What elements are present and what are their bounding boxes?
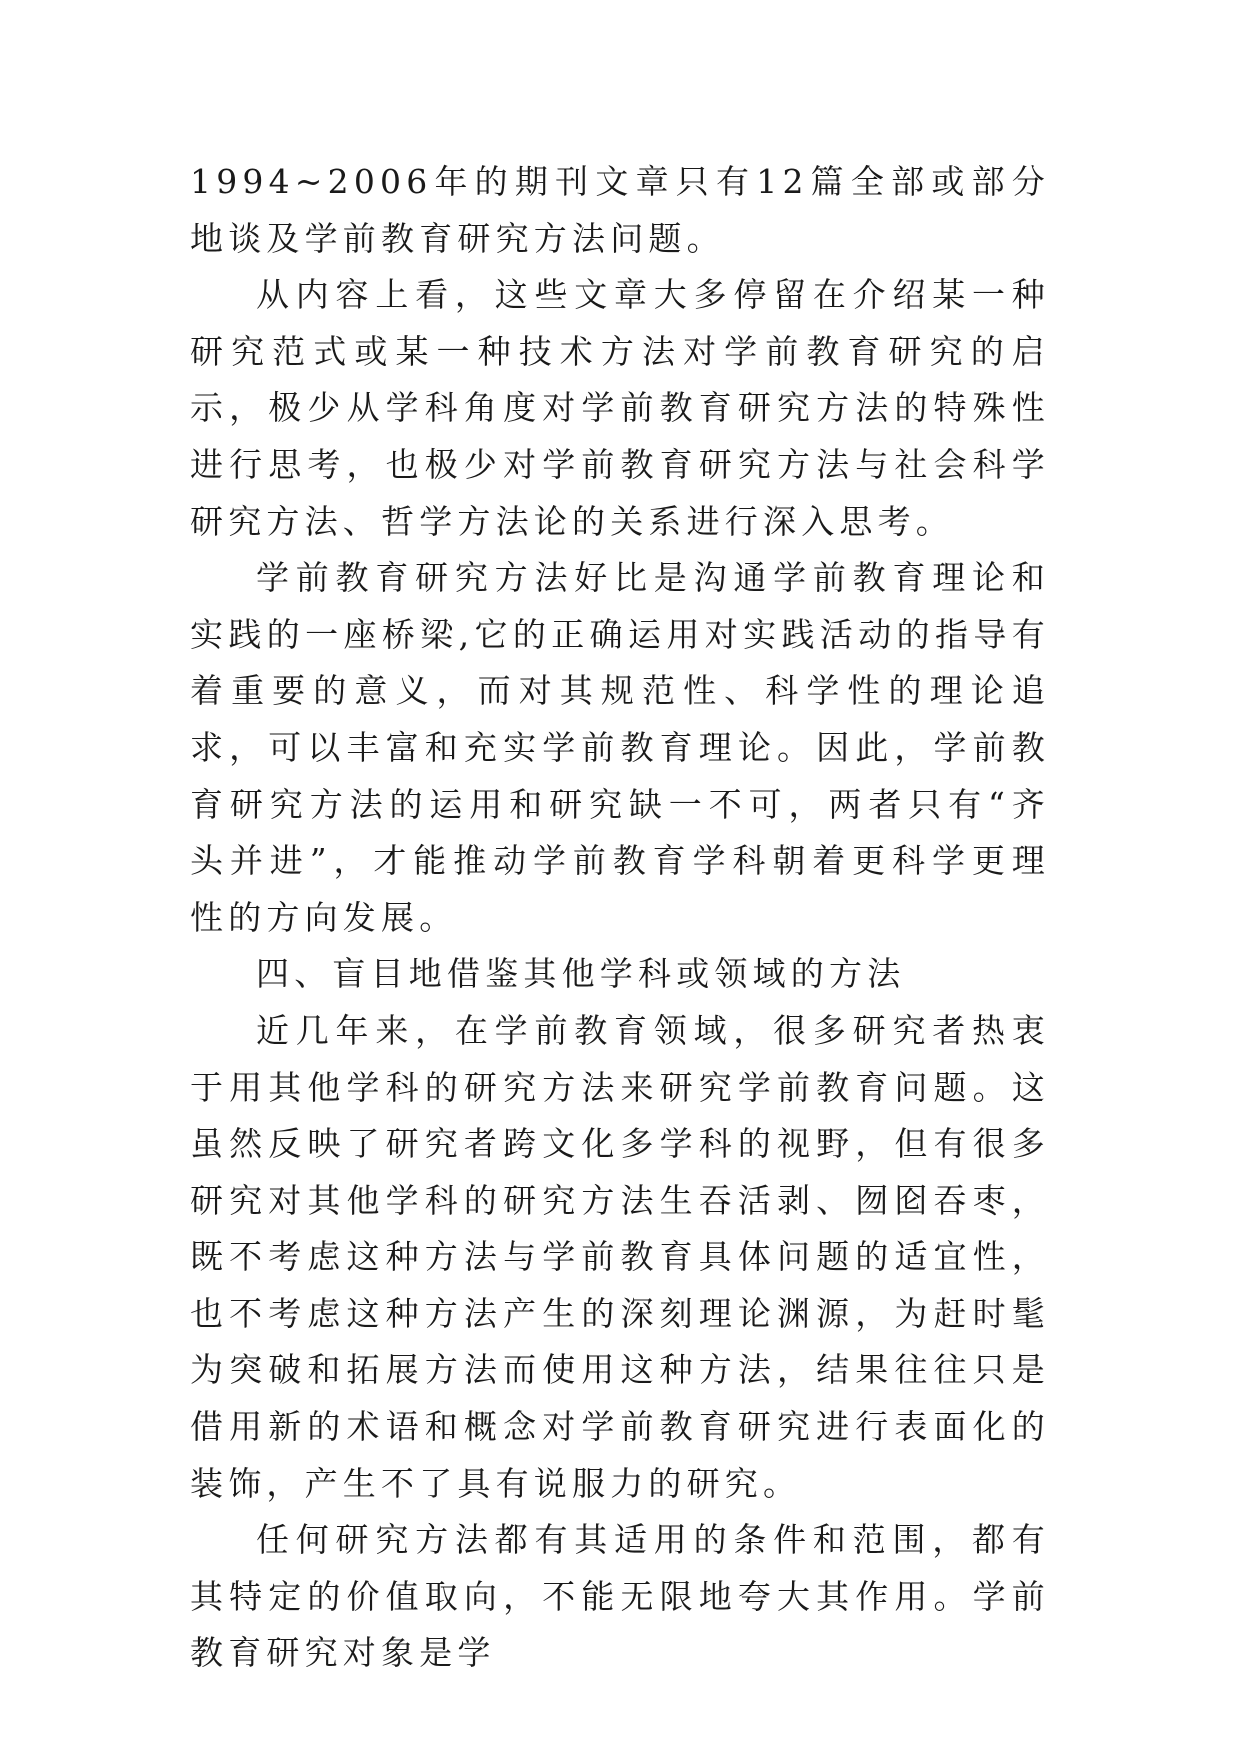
paragraph-content-review: 从内容上看，这些文章大多停留在介绍某一种研究范式或某一种技术方法对学前教育研究的启示，极少从学科角度对学前教育研究方法的特殊性进行思考，也极少对学前教育研究方法与社会科学研究方法、哲学方法论的关系进行深入思考。 <box>190 275 1050 541</box>
paragraph-method-scope: 任何研究方法都有其适用的条件和范围，都有其特定的价值取向，不能无限地夸大其作用。学前教育研究对象是学 <box>190 1520 1050 1673</box>
paragraph-continued: 1994~2006年的期刊文章只有12篇全部或部分地谈及学前教育研究方法问题。 <box>190 162 1050 258</box>
section-heading: 四、盲目地借鉴其他学科或领域的方法 <box>256 954 906 994</box>
body-text <box>190 154 1050 1682</box>
paragraph-bridge: 学前教育研究方法好比是沟通学前教育理论和实践的一座桥梁,它的正确运用对实践活动的指导有着重要的意义，而对其规范性、科学性的理论追求，可以丰富和充实学前教育理论。因此，学前教育研究方法的运用和研究缺一不可，两者只有“齐头并进”，才能推动学前教育学科朝着更科学更理性的方向发展。 <box>190 558 1050 937</box>
paragraph-borrowing-methods: 近几年来，在学前教育领域，很多研究者热衷于用其他学科的研究方法来研究学前教育问题。这虽然反映了研究者跨文化多学科的视野，但有很多研究对其他学科的研究方法生吞活剥、囫囵吞枣，既不考虑这种方法与学前教育具体问题的适宜性，也不考虑这种方法产生的深刻理论渊源，为赶时髦为突破和拓展方法而使用这种方法，结果往往只是借用新的术语和概念对学前教育研究进行表面化的装饰，产生不了具有说服力的研究。 <box>190 1010 1050 1503</box>
